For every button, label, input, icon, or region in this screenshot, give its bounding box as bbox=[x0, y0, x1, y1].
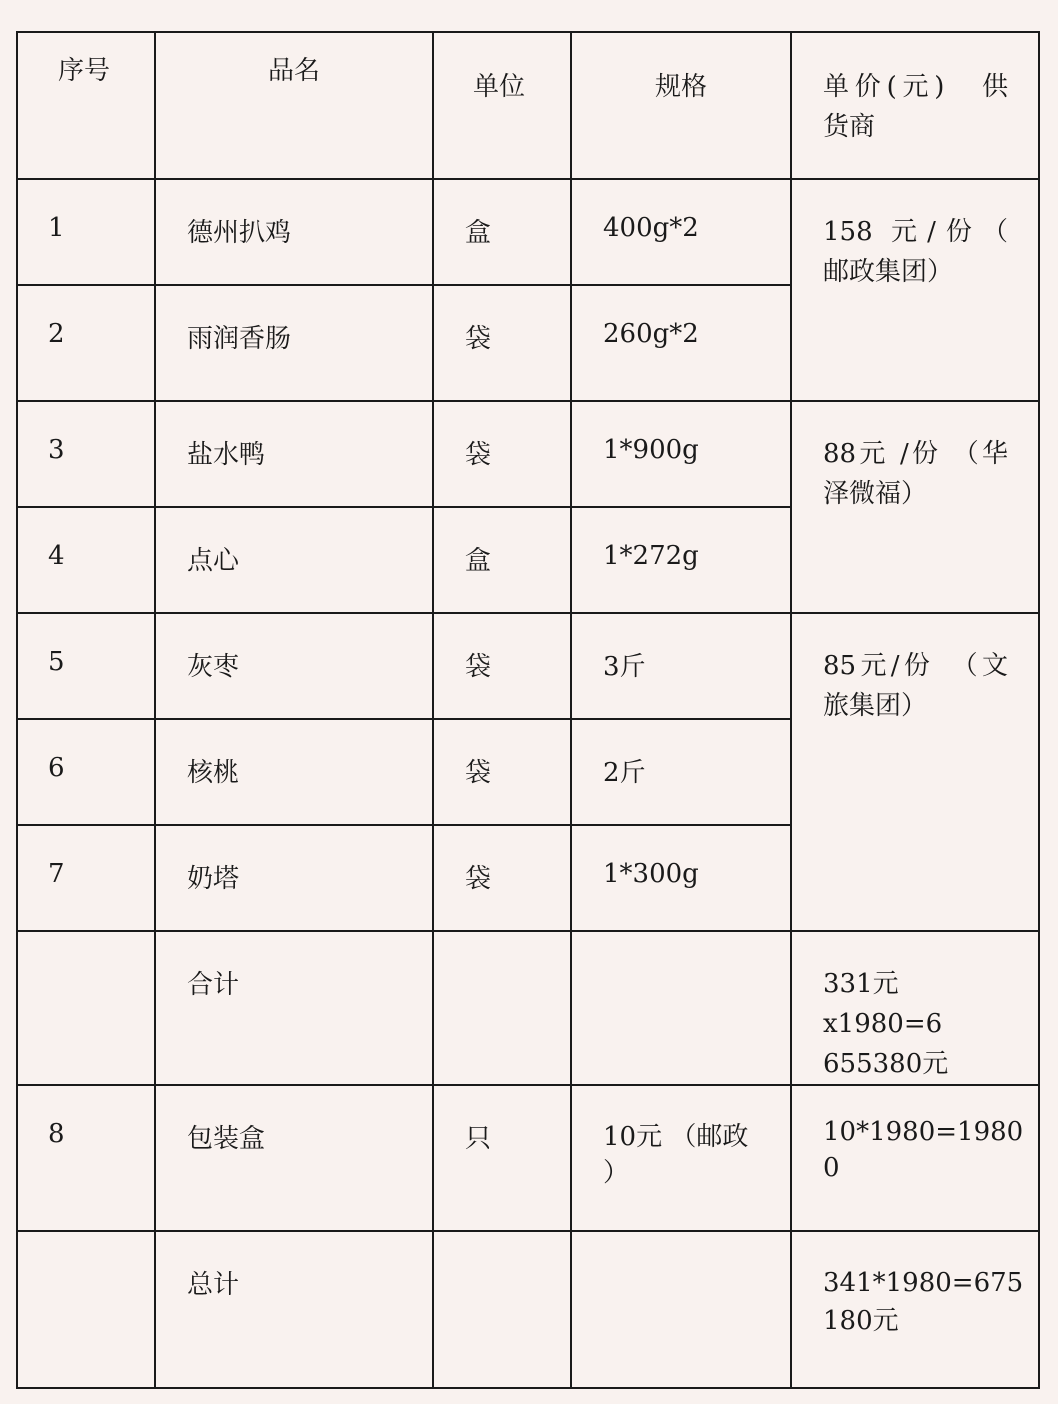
box-spec-line1: 10元 （邮政 bbox=[603, 1122, 749, 1152]
cell-name: 奶塔 bbox=[155, 825, 433, 931]
total-row bbox=[17, 1231, 1039, 1388]
table-row bbox=[17, 179, 1039, 285]
cell-index: 4 bbox=[17, 507, 155, 613]
cell-index: 5 bbox=[17, 613, 155, 719]
cell-index: 8 bbox=[17, 1085, 155, 1231]
table-row bbox=[17, 1085, 1039, 1231]
group-price-line1: 88元 /份 （华 bbox=[823, 439, 1008, 469]
cell-group-price bbox=[791, 179, 1039, 401]
cell-index: 2 bbox=[17, 285, 155, 401]
cell-name: 雨润香肠 bbox=[155, 285, 433, 401]
subtotal-value-line1: 331元x1980=6 bbox=[823, 969, 943, 1039]
cell-spec-empty bbox=[571, 931, 791, 1085]
cell-spec: 260g*2 bbox=[571, 285, 791, 401]
cell-unit: 袋 bbox=[433, 719, 571, 825]
cell-unit: 袋 bbox=[433, 401, 571, 507]
table-row bbox=[17, 401, 1039, 507]
box-price-line2: 0 bbox=[823, 1153, 840, 1183]
cell-spec: 400g*2 bbox=[571, 179, 791, 285]
group-price-line2: 邮政集团） bbox=[823, 257, 954, 287]
cell-name: 灰枣 bbox=[155, 613, 433, 719]
cell-spec: 2斤 bbox=[571, 719, 791, 825]
group-price-line1: 158 元/份（ bbox=[823, 217, 1008, 247]
cell-index: 3 bbox=[17, 401, 155, 507]
cell-unit: 袋 bbox=[433, 613, 571, 719]
cell-spec-empty bbox=[571, 1231, 791, 1388]
header-name bbox=[155, 32, 433, 179]
header-unit-label: 单位 bbox=[473, 72, 526, 102]
cell-name: 盐水鸭 bbox=[155, 401, 433, 507]
header-price-supplier bbox=[791, 32, 1039, 179]
cell-unit: 只 bbox=[433, 1085, 571, 1231]
table-row bbox=[17, 613, 1039, 719]
cell-unit: 袋 bbox=[433, 825, 571, 931]
subtotal-label: 合计 bbox=[155, 931, 433, 1085]
cell-index-empty bbox=[17, 931, 155, 1085]
header-name-label: 品名 bbox=[267, 56, 320, 86]
cell-unit-empty bbox=[433, 931, 571, 1085]
cell-unit: 盒 bbox=[433, 507, 571, 613]
subtotal-value-line2: 655380元 bbox=[823, 1049, 949, 1079]
header-index-label: 序号 bbox=[58, 56, 111, 86]
box-spec-line2: ） bbox=[603, 1158, 630, 1188]
header-row bbox=[17, 32, 1039, 179]
cell-index: 7 bbox=[17, 825, 155, 931]
group-price-line1: 85元/份 （文 bbox=[823, 651, 1008, 681]
header-unit bbox=[433, 32, 571, 179]
header-spec-label: 规格 bbox=[654, 72, 707, 102]
cell-unit: 盒 bbox=[433, 179, 571, 285]
header-spec bbox=[571, 32, 791, 179]
header-price-line2: 货商 bbox=[823, 112, 876, 142]
cell-index: 6 bbox=[17, 719, 155, 825]
group-price-line2: 泽微福） bbox=[823, 479, 928, 509]
cell-spec: 1*272g bbox=[571, 507, 791, 613]
group-price-line2: 旅集团） bbox=[823, 691, 928, 721]
cell-index: 1 bbox=[17, 179, 155, 285]
subtotal-value bbox=[791, 931, 1039, 1085]
subtotal-row bbox=[17, 931, 1039, 1085]
cell-unit-empty bbox=[433, 1231, 571, 1388]
total-label: 总计 bbox=[155, 1231, 433, 1388]
header-index bbox=[17, 32, 155, 179]
cell-spec: 1*300g bbox=[571, 825, 791, 931]
cell-spec: 3斤 bbox=[571, 613, 791, 719]
cell-unit: 袋 bbox=[433, 285, 571, 401]
box-price-line1: 10*1980=1980 bbox=[823, 1117, 1024, 1147]
total-value-line1: 341*1980=675 bbox=[823, 1268, 1024, 1298]
cell-group-price bbox=[791, 401, 1039, 613]
cell-name: 点心 bbox=[155, 507, 433, 613]
header-price-line1: 单价(元) 供 bbox=[823, 72, 1008, 102]
cell-name: 核桃 bbox=[155, 719, 433, 825]
price-table bbox=[16, 31, 1040, 1389]
total-value bbox=[791, 1231, 1039, 1388]
cell-spec bbox=[571, 1085, 791, 1231]
total-value-line2: 180元 bbox=[823, 1306, 899, 1336]
cell-spec: 1*900g bbox=[571, 401, 791, 507]
cell-name: 德州扒鸡 bbox=[155, 179, 433, 285]
box-price bbox=[791, 1085, 1039, 1231]
cell-group-price bbox=[791, 613, 1039, 931]
cell-name: 包装盒 bbox=[155, 1085, 433, 1231]
cell-index-empty bbox=[17, 1231, 155, 1388]
